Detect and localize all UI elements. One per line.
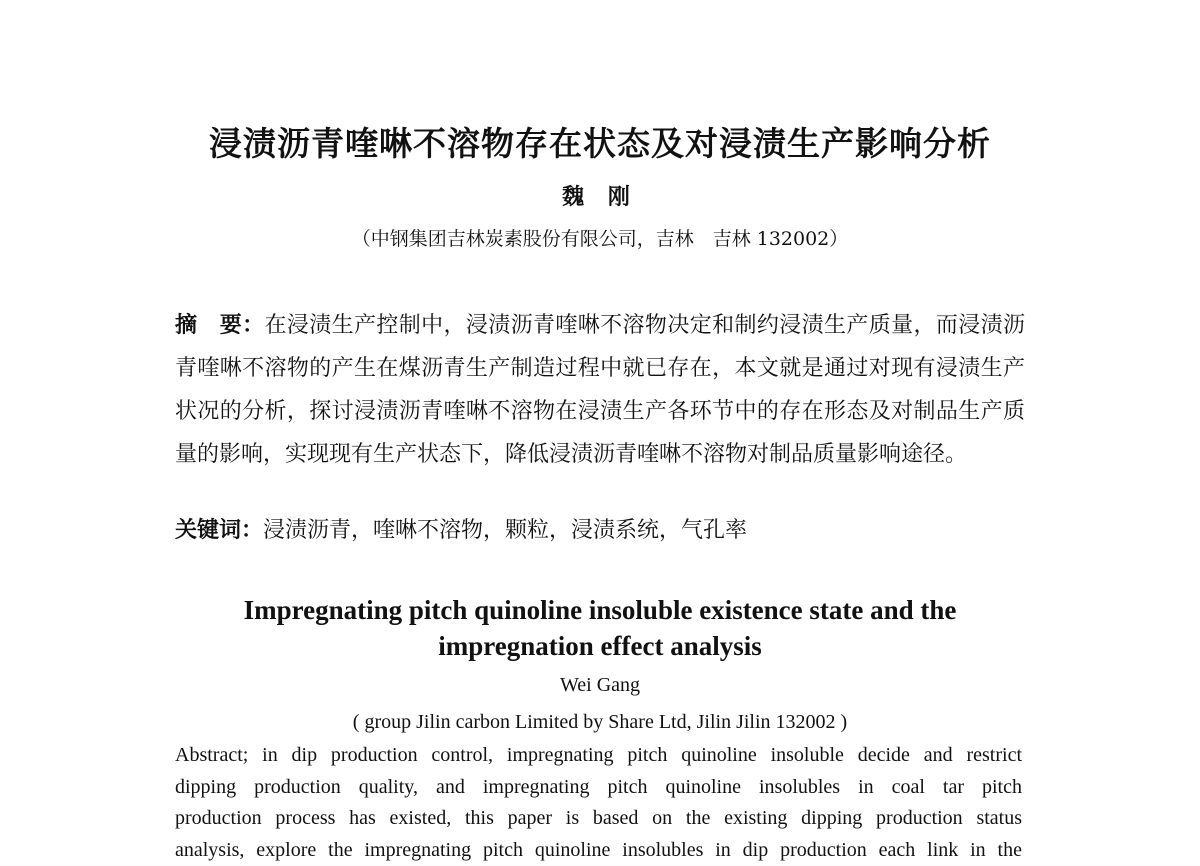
english-abstract-line: dipping production quality, and impregnating pitch quinoline insolubles in coal tar pitch bbox=[175, 772, 1022, 804]
english-author: Wei Gang bbox=[0, 674, 1200, 697]
english-affiliation: ( group Jilin carbon Limited by Share Ltd, Jilin Jilin 132002 ) bbox=[0, 711, 1200, 734]
chinese-title: 浸渍沥青喹啉不溶物存在状态及对浸渍生产影响分析 bbox=[0, 118, 1200, 165]
english-title-line-1: Impregnating pitch quinoline insoluble existence state and the bbox=[0, 592, 1200, 628]
keywords-text: 浸渍沥青，喹啉不溶物，颗粒，浸渍系统，气孔率 bbox=[263, 518, 747, 543]
chinese-affiliation: （中钢集团吉林炭素股份有限公司，吉林 吉林 132002） bbox=[0, 224, 1200, 251]
english-abstract bbox=[175, 740, 1022, 866]
english-title bbox=[0, 592, 1200, 664]
chinese-author: 魏 刚 bbox=[0, 180, 1200, 211]
english-abstract-line: production process has existed, this paper is based on the existing dipping production status bbox=[175, 803, 1022, 835]
english-abstract-line: Abstract; in dip production control, impregnating pitch quinoline insoluble decide and restrict bbox=[175, 740, 1022, 772]
abstract-text: 在浸渍生产控制中，浸渍沥青喹啉不溶物决定和制约浸渍生产质量，而浸渍沥青喹啉不溶物的产生在煤沥青生产制造过程中就已存在，本文就是通过对现有浸渍生产状况的分析，探讨浸渍沥青喹啉不溶物在浸渍生产各环节中的存在形态及对制品生产质量的影响，实现现有生产状态下，降低浸渍沥青喹啉不溶物对制品质量影响途径。 bbox=[175, 313, 1025, 467]
chinese-abstract bbox=[175, 304, 1025, 476]
chinese-keywords bbox=[175, 513, 1025, 544]
english-abstract-line: analysis, explore the impregnating pitch quinoline insolubles in dip production each link in the bbox=[175, 835, 1022, 866]
english-title-line-2: impregnation effect analysis bbox=[0, 628, 1200, 664]
abstract-label: 摘 要： bbox=[175, 312, 265, 338]
keywords-label: 关键词： bbox=[175, 517, 263, 543]
